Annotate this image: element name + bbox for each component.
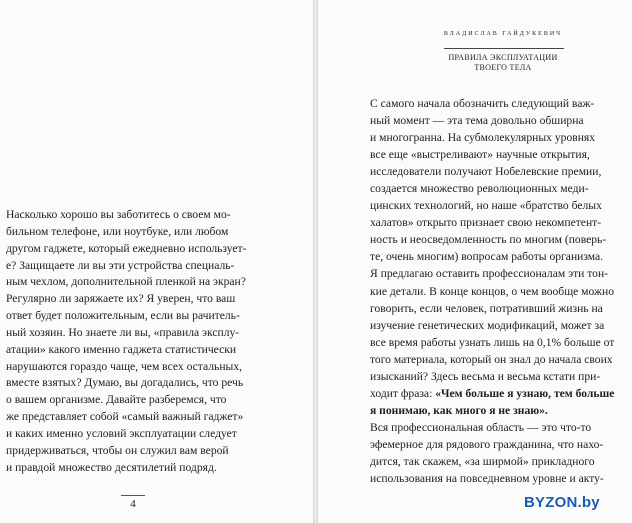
- paragraph-2: Вся профессиональная область — это что-то эфемерное для рядового гражданина, что нахо- дится, так скажем, «за ширмой» прикладного использования на повседневном уровне и акту-: [370, 420, 604, 486]
- watermark-logo: BYZON.by: [524, 494, 600, 511]
- left-page: [0, 0, 313, 523]
- left-page-body: Насколько хорошо вы заботитесь о своем мо- бильном телефоне, или ноутбуке, или любом другом гаджете, который ежедневно использует- е? Защищаете ли вы эти устройства специаль- ным чехлом, дополнительной пленкой на экран? Регулярно ли заряжаете их? Я уверен, что ваш ответ будет положительным, если вы рачитель- ный хозяин. Но знаете ли вы, «правила эксплу- атации» какого именно гаджета статистически нарушаются гораздо чаще, чем всех остальных, вместе взятых? Думаю, вы догадались, что речь о вашем организме. Давайте разберемся, что же представляет собой «самый важный гаджет» и каких именно условий эксплуатации следует придерживаться, чтобы он служил вам верой и правдой множество десятилетий подряд.: [6, 208, 247, 474]
- running-title: [428, 53, 578, 73]
- right-page-body: [370, 95, 627, 487]
- right-page: [318, 0, 632, 523]
- footer-rule: [121, 495, 145, 496]
- running-author: ВЛАДИСЛАВ ГАЙДУКЕВИЧ: [443, 31, 563, 37]
- page-number: 4: [130, 498, 136, 510]
- paragraph-1: С самого начала обозначить следующий важ- ный момент — эта тема довольно обширна и многогранна. На субмолекулярных уровнях все еще «выстреливают» научные открытия, исследователи получают Нобелевские премии, создается множество революционных меди- цинских технологий, но наше «братство белых халатов» открыто признает свою некомпетент- ность и неосведомленность по многим (поверь- те, очень многим) вопросам работы организма. Я предлагаю оставить профессионалам эти тон- кие детали. В конце концов, о чем вообще можно говорить, если человек, потративший жизнь на изучение генетических модификаций, может за все время работы узнать лишь на 0,1% больше от того материала, который он знал до начала своих изысканий? Здесь весьма и весьма кстати при- ходит фраза:: [370, 97, 615, 400]
- header-rule: [444, 48, 564, 49]
- bold-quote: «Чем больше я узнаю, тем больше я понимаю, как много я не знаю».: [370, 386, 615, 417]
- running-title-text: ПРАВИЛА ЭКСПЛУАТАЦИИ ТВОЕГО ТЕЛА: [448, 53, 558, 72]
